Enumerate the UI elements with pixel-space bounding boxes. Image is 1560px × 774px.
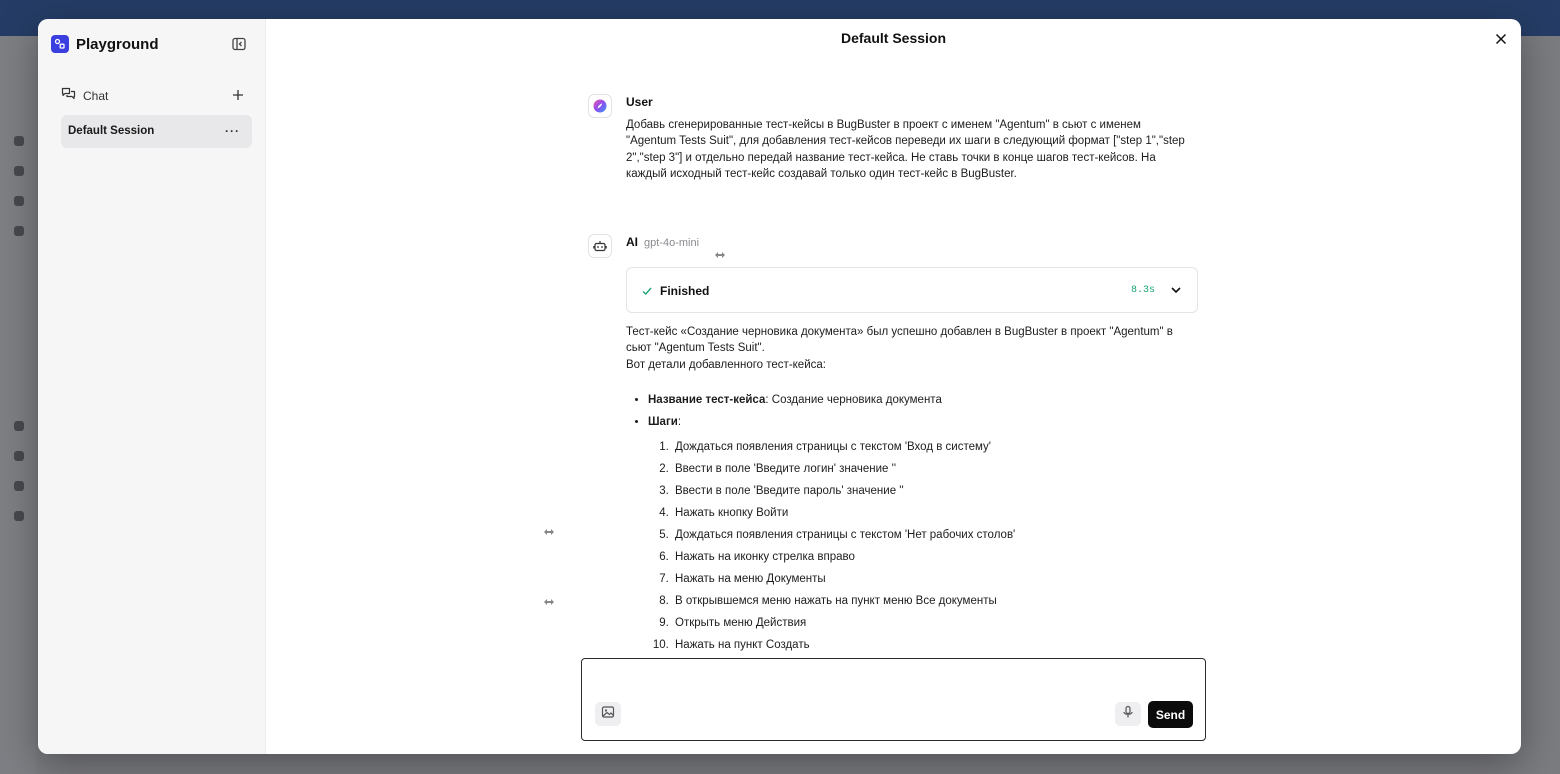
microphone-icon — [1121, 705, 1135, 724]
voice-input-button[interactable] — [1115, 702, 1141, 726]
step-item: 8. В открывшемся меню нажать на пункт меню Все документы — [672, 593, 1201, 609]
drag-handle-icon[interactable] — [542, 595, 556, 609]
user-message-text: Добавь сгенерированные тест-кейсы в BugBuster в проект с именем "Agentum" в сьют с именем "Agentum Tests Suit", для добавления тест-кейсов переведи их шаги в следующий формат ["step 1","step 2","step 3"] и отдельно передай название тест-кейса. Не ставь точки в конце шагов тест-кейсов. На каждый исходный тест-кейс создавай только один тест-кейс в BugBuster. — [626, 119, 1185, 180]
chat-main — [266, 19, 1521, 754]
session-item-default[interactable] — [61, 115, 252, 148]
ai-author-label — [626, 235, 699, 249]
sidebar — [38, 19, 266, 754]
session-item-label: Default Session — [68, 125, 155, 137]
ai-author-name: AI — [626, 235, 638, 249]
brand-title: Playground — [76, 35, 159, 53]
testcase-steps-key: Шаги — [648, 416, 678, 429]
message-composer — [581, 658, 1206, 741]
collapse-sidebar-icon[interactable] — [231, 36, 247, 52]
testcase-steps-colon: : — [677, 416, 682, 429]
chat-section-label: Chat — [83, 89, 109, 103]
ai-message-body — [626, 324, 1201, 660]
step-item: 9. Открыть меню Действия — [672, 615, 1201, 631]
ai-model-label: gpt-4o-mini — [644, 237, 700, 249]
step-item: 1. Дождаться появления страницы с текстом 'Вход в систему' — [672, 439, 1201, 455]
step-item: 2. Ввести в поле 'Введите логин' значение '' — [672, 461, 1201, 477]
chevron-down-icon[interactable] — [1169, 283, 1183, 302]
user-avatar — [588, 94, 612, 118]
status-label: Finished — [660, 284, 710, 298]
add-session-icon[interactable] — [231, 88, 245, 102]
ai-avatar-bot-icon — [588, 234, 612, 258]
send-button[interactable]: Send — [1148, 701, 1193, 728]
ai-intro-text: Тест-кейс «Создание черновика документа» был успешно добавлен в BugBuster в проект "Agentum" в сьют "Agentum Tests Suit". — [626, 326, 1173, 355]
check-icon — [641, 284, 653, 302]
status-duration: 8.3s — [1130, 285, 1155, 296]
list-item — [648, 392, 1201, 408]
step-item: 7. Нажать на меню Документы — [672, 571, 1201, 587]
close-icon[interactable] — [1493, 31, 1509, 47]
list-item — [648, 414, 1201, 653]
user-message — [588, 94, 1202, 194]
step-item: 4. Нажать кнопку Войти — [672, 505, 1201, 521]
playground-modal — [38, 19, 1521, 754]
drag-handle-icon[interactable] — [542, 525, 556, 539]
ai-intro-text-2: Вот детали добавленного тест-кейса: — [626, 358, 826, 371]
step-item: 10. Нажать на пункт Создать — [672, 637, 1201, 653]
testcase-steps-list — [648, 439, 1201, 653]
step-item: 3. Ввести в поле 'Введите пароль' значение '' — [672, 483, 1201, 499]
page-title: Default Session — [840, 30, 947, 46]
testcase-details-list — [626, 392, 1201, 654]
playground-logo-icon — [51, 35, 69, 53]
testcase-name-value: : Создание черновика документа — [765, 393, 942, 406]
brand — [51, 34, 159, 54]
tool-status-card[interactable] — [626, 267, 1198, 313]
drag-handle-icon[interactable] — [713, 248, 727, 262]
ai-message — [588, 234, 1202, 654]
testcase-name-key: Название тест-кейса — [648, 393, 766, 406]
step-item: 5. Дождаться появления страницы с текстом 'Нет рабочих столов' — [672, 527, 1201, 543]
more-options-icon[interactable]: ··· — [225, 124, 240, 138]
step-item: 6. Нажать на иконку стрелка вправо — [672, 549, 1201, 565]
chat-section-header — [61, 87, 251, 105]
message-input[interactable] — [592, 667, 1196, 701]
image-icon — [601, 705, 615, 724]
user-author-label: User — [626, 95, 653, 109]
chat-bubbles-icon — [61, 87, 76, 106]
attach-image-button[interactable] — [595, 702, 621, 726]
